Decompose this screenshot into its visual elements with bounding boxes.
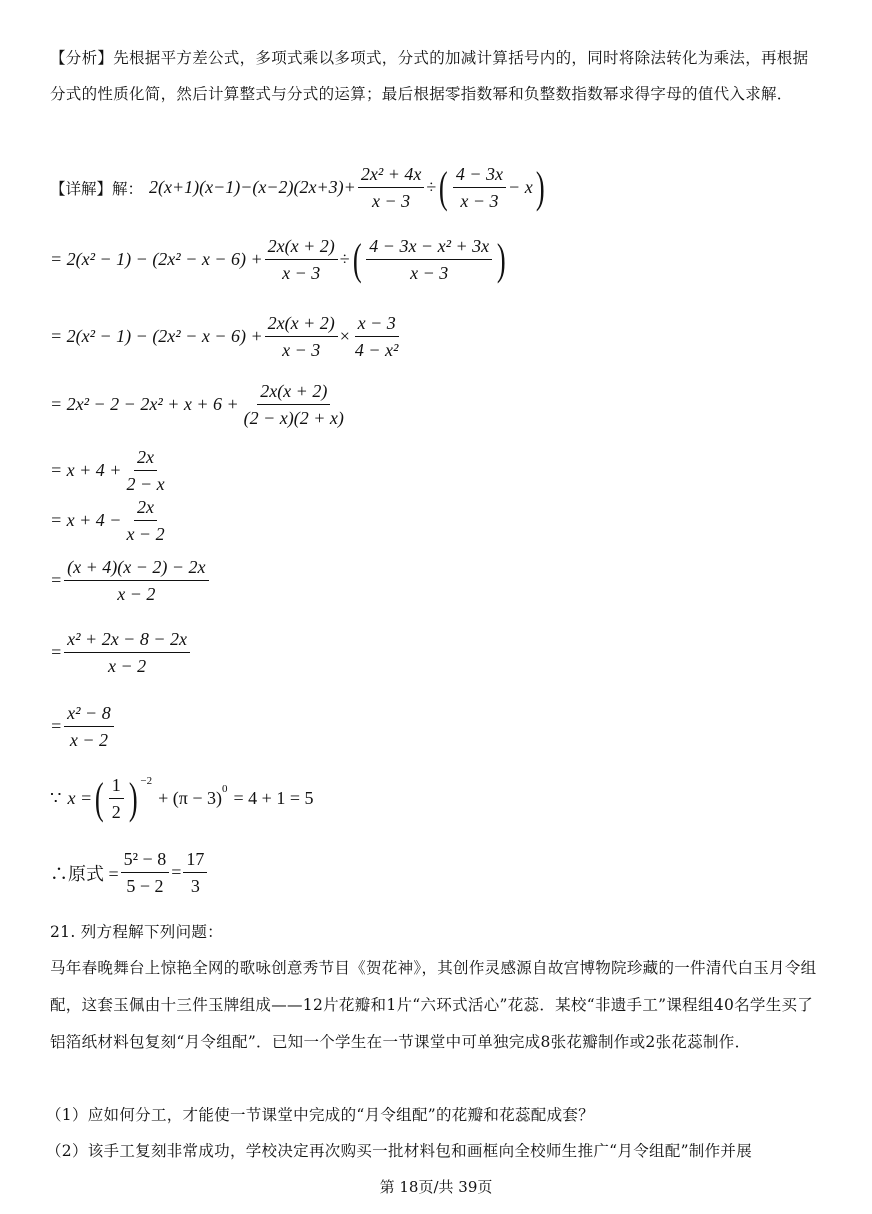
detail-tag: 【详解】 <box>50 179 113 198</box>
fraction: $\frac{2x}{x - 2}$ <box>126 497 165 544</box>
expr-lhs: 2(x+1)(x−1)−(x−2)(2x+3)+ <box>149 177 356 197</box>
fraction: $\frac{17}{3}$ <box>183 848 207 897</box>
therefore-line <box>50 848 209 897</box>
because-symbol: ∵ <box>50 788 62 808</box>
analysis-tag: 【分析】 <box>50 49 114 67</box>
fraction: $\frac{\text{4 − 3x − x² + 3x}}{x - 3}$ <box>366 235 492 284</box>
paren-left: ( <box>439 162 448 212</box>
detail-lead: 解： <box>112 179 144 198</box>
detail-line-5 <box>50 496 170 545</box>
therefore-lhs: ∴原式 = <box>50 863 119 884</box>
fraction: $\frac{2x(x + 2)}{x - 3}$ <box>265 312 338 361</box>
detail-line-4 <box>50 446 170 495</box>
operator: × <box>339 326 350 346</box>
expr-lhs: = 2x² − 2 − 2x² + x + 6 + <box>50 394 239 414</box>
detail-line-1 <box>50 235 509 284</box>
fraction: $\frac{2x(x + 2)}{(2 - x)(2 + x)}$ <box>243 381 344 428</box>
analysis-paragraph <box>50 40 820 112</box>
expr-tail: − x <box>508 177 533 197</box>
detail-line-6 <box>50 556 211 605</box>
expr-lhs: x = <box>67 788 93 808</box>
fraction: $\frac{2x(x + 2)}{x - 3}$ <box>265 235 338 284</box>
paren-right: ) <box>497 234 506 284</box>
expr-lhs: = 2(x² − 1) − (2x² − x − 6) + <box>50 249 263 269</box>
expr-result: = 4 + 1 = 5 <box>233 788 314 808</box>
equals: = <box>171 862 182 882</box>
paren-left: ( <box>352 234 362 284</box>
fraction: $\frac{\text{2x² + 4x}}{x - 3}$ <box>358 163 425 212</box>
question-21-title: 21. 列方程解下列问题： <box>50 923 223 941</box>
fraction: $\frac{1}{2}$ <box>109 774 124 823</box>
detail-line-0 <box>50 163 547 212</box>
detail-line-8 <box>50 702 116 751</box>
operator: ÷ <box>426 177 437 197</box>
question-21-body: 马年春晚舞台上惊艳全网的歌咏创意秀节目《贺花神》，其创作灵感源自故宫博物院珍藏的一件清代白玉月令组配，这套玉佩由十三件玉牌组成——12片花瓣和1片“六环式活心”花蕊．某校“非遗手工”课程组40名学生买了铝箔纸材料包复刻“月令组配”．已知一个学生在一节课堂中可单独完成8张花瓣制作或2张花蕊制作． <box>50 959 817 1051</box>
fraction: $\frac{x - 3}{\text{4 − x²}}$ <box>354 313 399 360</box>
exponent: 0 <box>222 782 228 795</box>
expr-lhs: = <box>50 642 63 662</box>
operator: ÷ <box>339 249 350 269</box>
expr-lhs: = x + 4 + <box>50 460 122 480</box>
because-line: ∵ x = ( $\frac{1}{2}$ ) −2 + (π − 3) 0 = 4 + 1 = 5 <box>50 773 314 823</box>
expr-lhs: = x + 4 − <box>50 510 122 530</box>
expr-mid: + (π − 3) <box>158 788 223 808</box>
detail-line-2 <box>50 312 403 361</box>
question-21-sub2: （2）该手工复刻非常成功，学校决定再次购买一批材料包和画框向全校师生推广“月令组配”制作并展 <box>46 1142 753 1160</box>
fraction: $\frac{(x + 4)(x - 2) - 2x}{x - 2}$ <box>64 556 208 605</box>
analysis-text: 先根据平方差公式，多项式乘以多项式，分式的加减计算括号内的，同时将除法转化为乘法，再根据分式的性质化简，然后计算整式与分式的运算；最后根据零指数幂和负整数指数幂求得字母的值代入求解． <box>50 49 809 103</box>
detail-line-3 <box>50 380 349 429</box>
detail-line-7 <box>50 628 192 677</box>
page-number: 第 18页/共 39页 <box>379 1178 493 1196</box>
fraction: $\frac{\text{x² + 2x − 8 − 2x}}{x - 2}$ <box>64 628 190 677</box>
expr-lhs: = <box>50 570 63 590</box>
exponent: −2 <box>140 774 153 787</box>
fraction: $\frac{4 - 3x}{x - 3}$ <box>453 163 506 212</box>
paren-right: ) <box>535 162 545 212</box>
expr-lhs: = 2(x² − 1) − (2x² − x − 6) + <box>50 326 263 346</box>
question-21-sub1: （1）应如何分工，才能使一节课堂中完成的“月令组配”的花瓣和花蕊配成套？ <box>46 1106 595 1124</box>
fraction: $\frac{2x}{2 - x}$ <box>126 447 165 494</box>
fraction: $\frac{\text{5² − 8}}{5 - 2}$ <box>121 848 170 897</box>
expr-lhs: = <box>50 716 63 736</box>
fraction: $\frac{\text{x² − 8}}{x - 2}$ <box>64 702 114 751</box>
